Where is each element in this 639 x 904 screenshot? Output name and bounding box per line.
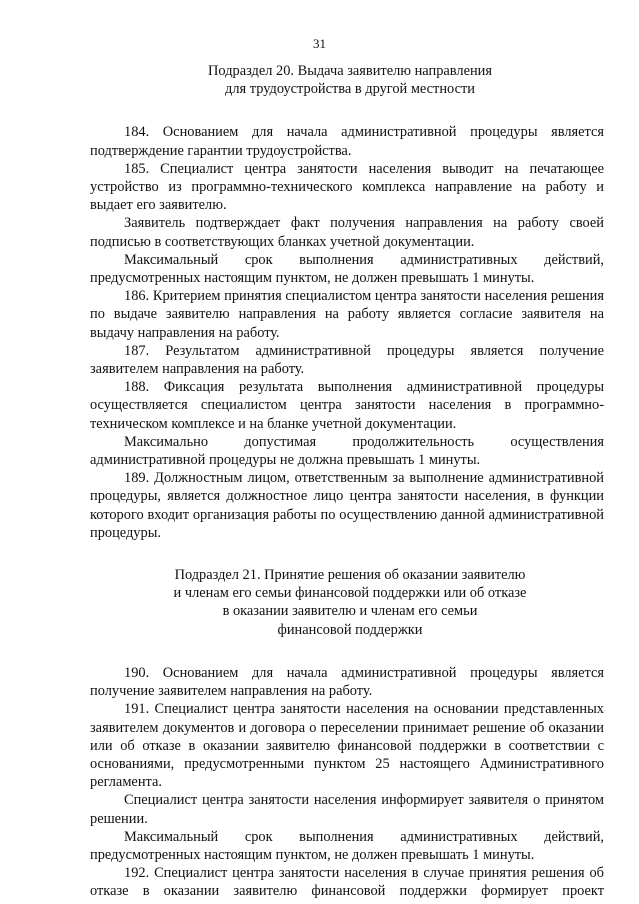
paragraph-184: 184. Основанием для начала административной процедуры является подтверждение гарантии трудоустройства. xyxy=(90,124,604,159)
section-21-heading-line-2: и членам его семьи финансовой поддержки или об отказе xyxy=(173,585,527,602)
section-20-heading-line-1: Подраздел 20. Выдача заявителю направления xyxy=(208,63,492,79)
paragraph-191-inform: Специалист центра занятости населения информирует заявителя о принятом решении. xyxy=(90,792,604,827)
paragraph-188-duration: Максимально допустимая продолжительность осуществления административной процедуры не должна превышать 1 минуты. xyxy=(90,433,604,469)
paragraph-189: 189. Должностным лицом, ответственным за выполнение административной процедуры, является должностное лицо центра занятости населения, в функции которого входит организация работы по осуществлению данной административной процедуры. xyxy=(90,470,604,541)
paragraph-190: 190. Основанием для начала административной процедуры является получение заявителем направления на работу. xyxy=(90,664,604,700)
page-number: 31 xyxy=(313,36,326,51)
paragraph-187: 187. Результатом административной процедуры является получение заявителем направления на работу. xyxy=(90,342,604,378)
paragraph-185-signature: Заявитель подтверждает факт получения направления на работу своей подписью в соответствующих бланках учетной документации. xyxy=(90,215,604,250)
section-20-heading-line-2: для трудоустройства в другой местности xyxy=(225,81,475,98)
paragraph-188: 188. Фиксация результата выполнения административной процедуры осуществляется специалистом центра занятости населения в программно-техническом комплексе и на бланке учетной документации. xyxy=(90,379,604,432)
paragraph-185-time-limit: Максимальный срок выполнения административных действий, предусмотренных настоящим пунктом, не должен превышать 1 минуты. xyxy=(90,251,604,287)
paragraph-192: 192. Специалист центра занятости населения в случае принятия решения об отказе в оказании заявителю финансовой поддержки формирует проект xyxy=(90,865,604,900)
document-body xyxy=(90,62,604,901)
section-21-heading-line-3: в оказании заявителю и членам его семьи xyxy=(222,603,478,620)
paragraph-191: 191. Специалист центра занятости населения на основании представленных заявителем документов и договора о переселении принимает решение об оказании или об отказе в оказании заявителю финансовой поддержки в соответствии с основаниями, предусмотренными пунктом 25 настоящего Административного регламента. xyxy=(90,701,604,791)
paragraph-186: 186. Критерием принятия специалистом центра занятости населения решения по выдаче заявителю направления на работу является согласие заявителя на выдачу направления на работу. xyxy=(90,288,604,341)
section-20-heading xyxy=(182,62,518,98)
page-bottom-margin xyxy=(0,884,639,904)
section-21-heading-line-1: Подраздел 21. Принятие решения об оказании заявителю xyxy=(174,567,526,584)
paragraph-191-time-limit: Максимальный срок выполнения административных действий, предусмотренных настоящим пунктом, не должен превышать 1 минуты. xyxy=(90,828,604,863)
section-21-heading xyxy=(168,566,532,639)
paragraph-185: 185. Специалист центра занятости населения выводит на печатающее устройство из программно-технического комплекса направление на работу и выдает его заявителю. xyxy=(90,160,604,214)
section-21-heading-line-4: финансовой поддержки xyxy=(277,621,423,638)
